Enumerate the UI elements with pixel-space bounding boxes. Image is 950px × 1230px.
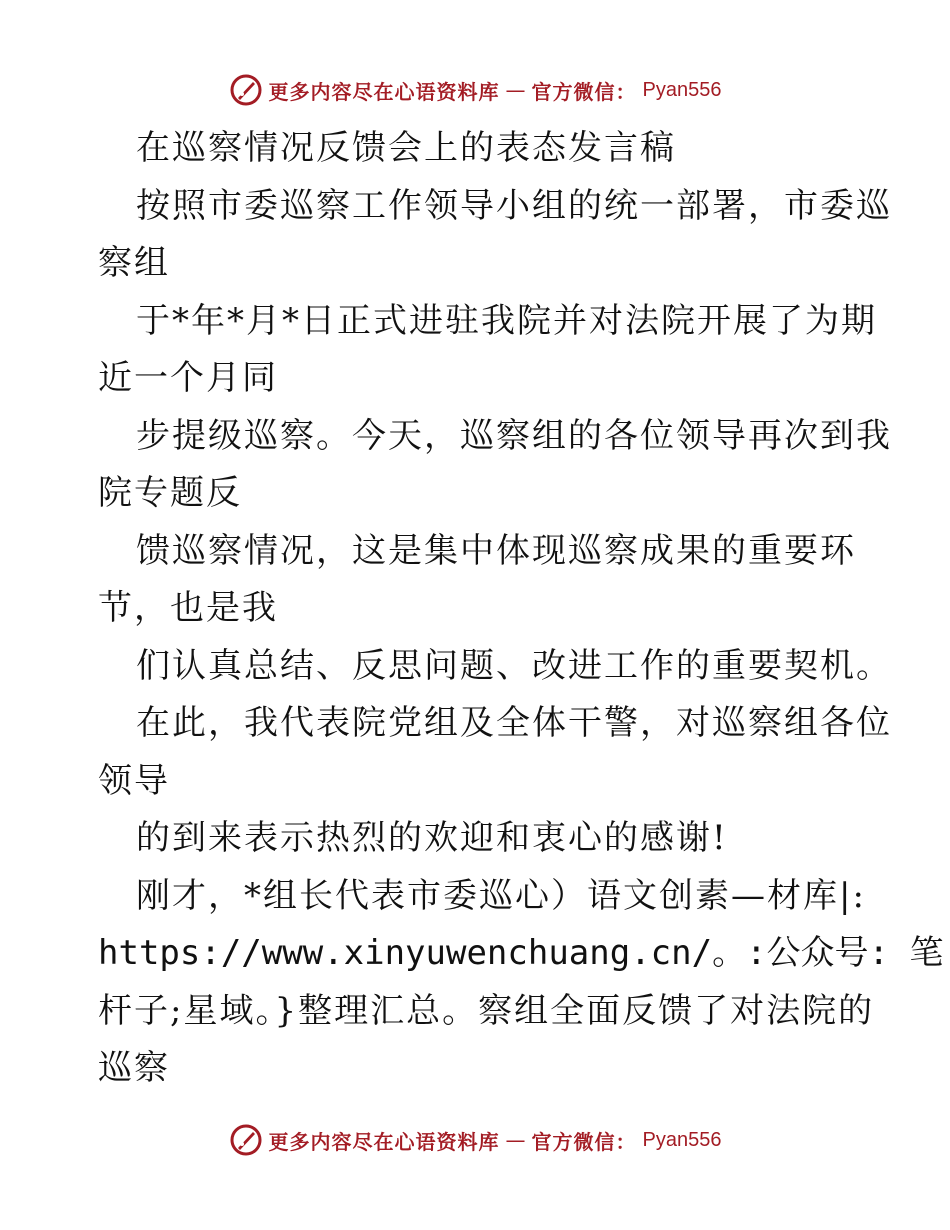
text-line: 节，也是我 bbox=[98, 588, 278, 628]
watermark-brand: 更多内容尽在心语资料库 bbox=[268, 79, 500, 104]
quill-logo-icon bbox=[229, 1123, 263, 1157]
text-line: 在此，我代表院党组及全体干警，对巡察组各位 bbox=[136, 703, 892, 743]
text-line: 巡察 bbox=[98, 1048, 170, 1088]
watermark-wechat-label: 官方微信： bbox=[531, 1129, 637, 1154]
text-line: 于*年*月*日正式进驻我院并对法院开展了为期 bbox=[136, 300, 877, 341]
watermark-separator: — bbox=[505, 1128, 526, 1152]
document-title: 在巡察情况反馈会上的表态发言稿 bbox=[136, 128, 676, 168]
text-line: 院专题反 bbox=[98, 473, 242, 513]
text-line: 领导 bbox=[98, 760, 170, 801]
text-line: 近一个月同 bbox=[98, 358, 278, 398]
text-line: 步提级巡察。今天，巡察组的各位领导再次到我 bbox=[136, 415, 892, 456]
watermark-wechat-id: Pyan556 bbox=[642, 78, 722, 101]
header-watermark bbox=[0, 70, 950, 110]
watermark-brand: 更多内容尽在心语资料库 bbox=[268, 1129, 500, 1154]
text-line: https://www.xinyuwenchuang.cn/。:公众号: 笔 bbox=[98, 933, 944, 973]
text-line: 的到来表示热烈的欢迎和衷心的感谢! bbox=[136, 818, 728, 858]
text-line: 察组 bbox=[98, 243, 170, 283]
text-line: 馈巡察情况，这是集中体现巡察成果的重要环 bbox=[136, 530, 856, 571]
text-line: 们认真总结、反思问题、改进工作的重要契机。 bbox=[136, 645, 892, 686]
watermark-separator: — bbox=[505, 78, 526, 102]
watermark-wechat-label: 官方微信： bbox=[531, 79, 637, 104]
watermark-wechat-id: Pyan556 bbox=[642, 1128, 722, 1151]
text-line: 按照市委巡察工作领导小组的统一部署，市委巡 bbox=[136, 185, 892, 226]
text-line: 杆子;星域。}整理汇总。察组全面反馈了对法院的 bbox=[98, 990, 875, 1031]
quill-logo-icon bbox=[229, 73, 263, 107]
text-line: 刚才，*组长代表市委巡心）语文创素—材库|: bbox=[136, 875, 866, 916]
footer-watermark bbox=[0, 1120, 950, 1160]
document-body bbox=[98, 120, 944, 1098]
